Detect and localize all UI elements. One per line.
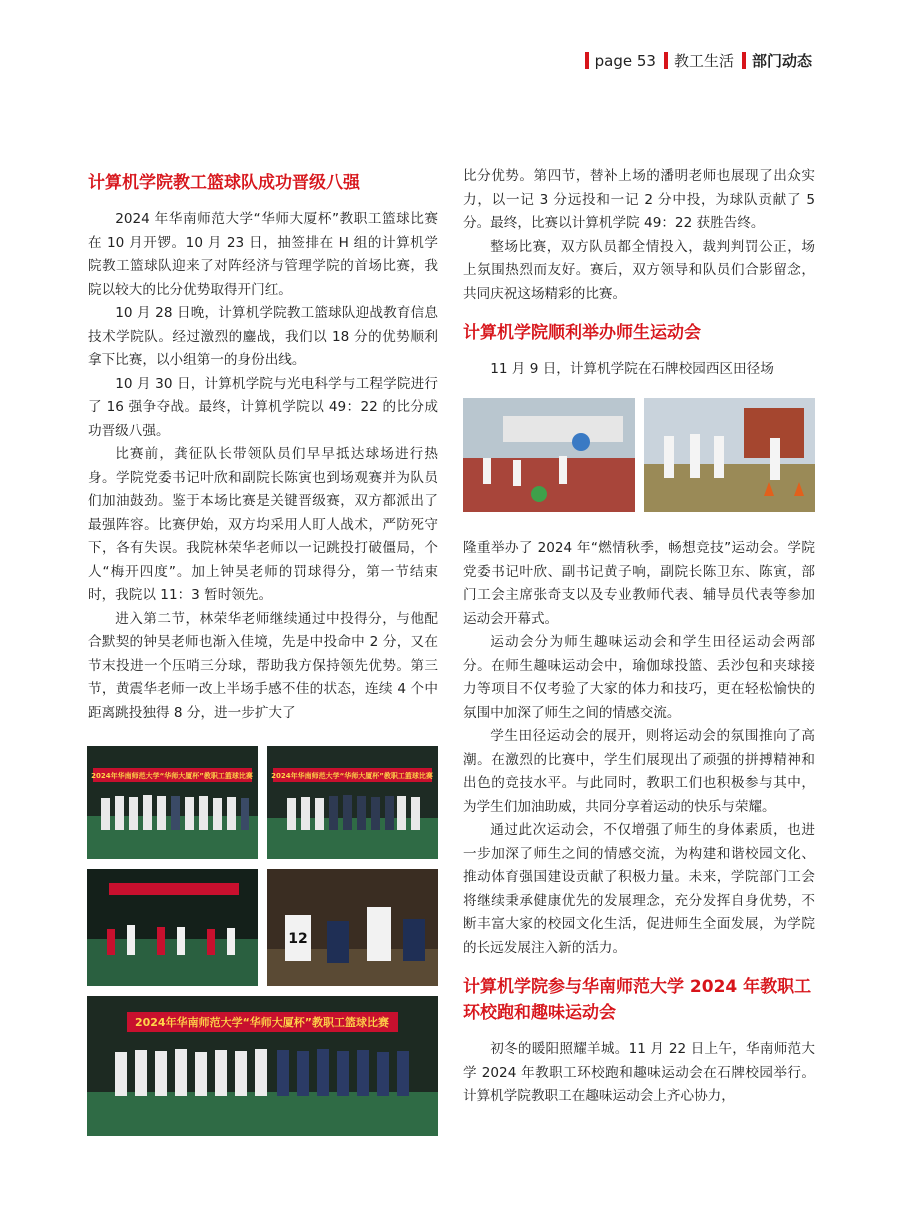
paragraph: 学生田径运动会的展开，则将运动会的氛围推向了高潮。在激烈的比赛中，学生们展现出了顽强的拼搏精神和出色的竞技水平。与此同时，教职工们也积极参与其中，为学生们加油助威，共同分享着运动的快乐与荣耀。 [463, 728, 815, 815]
header-subsection: 部门动态 [751, 52, 812, 70]
sports-meet-photo [463, 398, 635, 512]
paragraph: 比分优势。第四节，替补上场的潘明老师也展现了出众实力，以一记 3 分远投和一记 2 分中投，为球队贡献了 5 分。最终，比赛以计算机学院 49：22 获胜告终。 [463, 168, 815, 231]
game-photo [87, 869, 258, 986]
right-column [463, 165, 815, 382]
paragraph: 进入第二节，林荣华老师继续通过中投得分，与他配合默契的钟昊老师也渐入佳境，先是中投命中 2 分，又在节末投进一个压哨三分球，帮助我方保持领先优势。第三节，黄震华老师一改上半场手感不佳的状态，连续 4 个中距离跳投独得 8 分，进一步扩大了 [88, 610, 438, 721]
group-photo [87, 996, 438, 1136]
left-column [88, 170, 438, 725]
page-header [585, 50, 812, 71]
paragraph: 运动会分为师生趣味运动会和学生田径运动会两部分。在师生趣味运动会中，瑜伽球投篮、丢沙包和夹球接力等项目不仅考验了大家的体力和技巧，更在轻松愉快的氛围中加深了师生之间的情感交流。 [463, 634, 815, 721]
paragraph: 比赛前，龚征队长带领队员们早早抵达球场进行热身。学院党委书记叶欣和副院长陈寅也到场观赛并为队员们加油鼓劲。鉴于本场比赛是关键晋级赛，双方都派出了最强阵容。比赛伊始，双方均采用人盯人战术，严防死守下，各有失误。我院林荣华老师以一记跳投打破僵局，个人“梅开四度”。加上钟昊老师的罚球得分，第一节结束时，我院以 11：3 暂时领先。 [88, 446, 438, 603]
banner-text: 2024年华南师范大学“华师大厦杯”教职工篮球比赛 [134, 1016, 390, 1029]
sports-meet-photo [644, 398, 815, 512]
article-title: 计算机学院教工篮球队成功晋级八强 [88, 173, 360, 193]
header-divider [664, 52, 668, 69]
banner-text: 2024年华南师范大学“华师大厦杯”教职工篮球比赛 [91, 772, 253, 780]
paragraph: 10 月 28 日晚，计算机学院教工篮球队迎战教育信息技术学院队。经过激烈的鏖战，我们以 18 分的优势顺利拿下比赛，以小组第一的身份出线。 [88, 305, 438, 368]
game-photo [267, 869, 438, 986]
paragraph: 2024 年华南师范大学“华师大厦杯”教职工篮球比赛在 10 月开锣。10 月 23 日，抽签排在 H 组的计算机学院教工篮球队迎来了对阵经济与管理学院的首场比赛，我院以较大的比分优势取得开门红。 [88, 211, 438, 298]
jersey-number: 12 [288, 931, 308, 947]
header-divider [585, 52, 589, 69]
paragraph: 通过此次运动会，不仅增强了师生的身体素质，也进一步加深了师生之间的情感交流，为构建和谐校园文化、推动体育强国建设贡献了积极力量。未来，学院部门工会将继续秉承健康优先的发展理念，充分发挥自身优势，不断丰富大家的校园文化生活，促进师生全面发展，为学院的长远发展注入新的活力。 [463, 822, 815, 956]
right-column-lower [463, 537, 815, 1109]
paragraph: 11 月 9 日，计算机学院在石牌校园西区田径场 [490, 361, 774, 377]
page-number: page 53 [594, 51, 656, 70]
header-divider [742, 52, 746, 69]
paragraph: 初冬的暖阳照耀羊城。11 月 22 日上午，华南师范大学 2024 年教职工环校跑和趣味运动会在石牌校园举行。计算机学院教职工在趣味运动会上齐心协力， [463, 1041, 815, 1104]
paragraph: 隆重举办了 2024 年“燃情秋季，畅想竞技”运动会。学院党委书记叶欣、副书记黄子响，副院长陈卫东、陈寅，部门工会主席张奇支以及专业教师代表、辅导员代表等参加运动会开幕式。 [463, 540, 815, 627]
article-title: 计算机学院顺利举办师生运动会 [463, 323, 701, 343]
header-section: 教工生活 [673, 52, 734, 70]
team-photo [87, 746, 258, 859]
article-title: 计算机学院参与华南师范大学 2024 年教职工环校跑和趣味运动会 [463, 977, 812, 1023]
paragraph: 10 月 30 日，计算机学院与光电科学与工程学院进行了 16 强争夺战。最终，计算机学院以 49：22 的比分成功晋级八强。 [88, 375, 438, 439]
paragraph: 整场比赛，双方队员都全情投入，裁判判罚公正，场上氛围热烈而友好。赛后，双方领导和队员们合影留念，共同庆祝这场精彩的比赛。 [463, 238, 815, 302]
team-photo [267, 746, 438, 859]
banner-text: 2024年华南师范大学“华师大厦杯”教职工篮球比赛 [271, 772, 433, 780]
